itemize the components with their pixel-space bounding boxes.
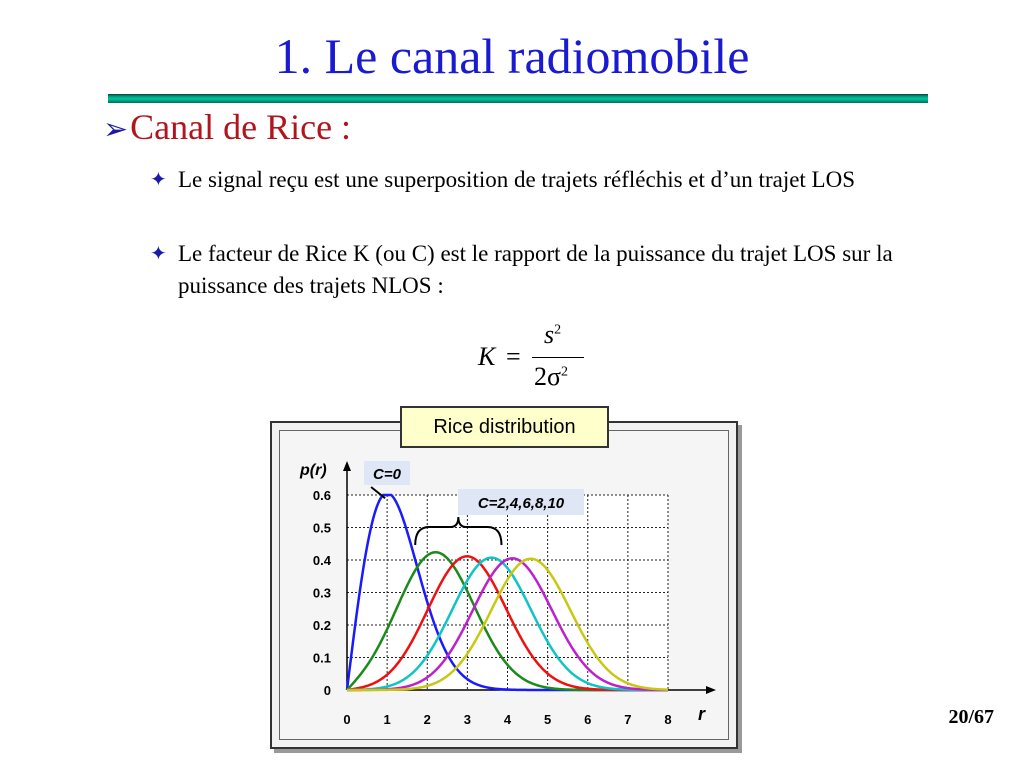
arrow-bullet-icon: ➢: [103, 113, 129, 146]
chart-inner-frame: [279, 430, 729, 740]
bullet-text: Le signal reçu est une superposition de trajets réfléchis et d’un trajet LOS: [178, 167, 856, 192]
page-number: 20/67: [948, 706, 994, 728]
chart-title: Rice distribution: [400, 406, 609, 448]
star-bullet-icon: ✦: [150, 243, 167, 265]
x-tick-label: 2: [423, 712, 431, 727]
x-axis-label: r: [698, 704, 706, 724]
annotation-label: C=0: [373, 466, 401, 483]
y-tick-label: 0.3: [312, 585, 331, 601]
slide-title: 1. Le canal radiomobile: [274, 28, 750, 84]
y-axis-arrow: [343, 461, 351, 471]
x-tick-label: 4: [503, 712, 512, 727]
x-tick-label: 3: [463, 712, 471, 727]
rice-distribution-chart: [280, 431, 728, 739]
fraction-bar: [532, 357, 584, 358]
y-axis-label: p(r): [300, 462, 327, 479]
y-tick-label: 0.6: [312, 488, 331, 503]
x-tick-label: 8: [664, 712, 672, 727]
x-tick-label: 7: [624, 712, 632, 727]
formula-equals: =: [506, 342, 521, 371]
formula-lhs: K: [478, 342, 496, 371]
title-divider: [108, 94, 928, 103]
x-tick-label: 5: [544, 712, 552, 727]
y-tick-label: 0.4: [312, 553, 331, 568]
section-heading: [103, 105, 351, 152]
x-axis-arrow: [706, 686, 716, 694]
rice-factor-formula: [478, 318, 598, 398]
formula-numerator: $s^2$: [544, 320, 562, 349]
y-tick-label: 0.5: [312, 520, 331, 536]
y-tick-label: 0.1: [312, 650, 331, 666]
y-tick-label: 0: [323, 683, 331, 698]
annotation-label: C=2,4,6,8,10: [477, 495, 565, 512]
x-tick-label: 0: [343, 712, 351, 727]
section-heading-text: Canal de Rice :: [130, 107, 352, 147]
y-tick-label: 0.2: [312, 618, 331, 633]
bullet-item: [150, 164, 910, 196]
x-tick-label: 1: [383, 712, 391, 727]
bullet-text: Le facteur de Rice K (ou C) est le rapport de la puissance du trajet LOS sur la puissance des trajets NLOS :: [178, 241, 893, 298]
chart-frame: [270, 421, 738, 749]
bullet-item: [150, 238, 940, 302]
star-bullet-icon: ✦: [150, 169, 167, 191]
x-tick-label: 6: [584, 712, 592, 727]
formula-denominator: $2\sigma^2$: [534, 362, 569, 391]
